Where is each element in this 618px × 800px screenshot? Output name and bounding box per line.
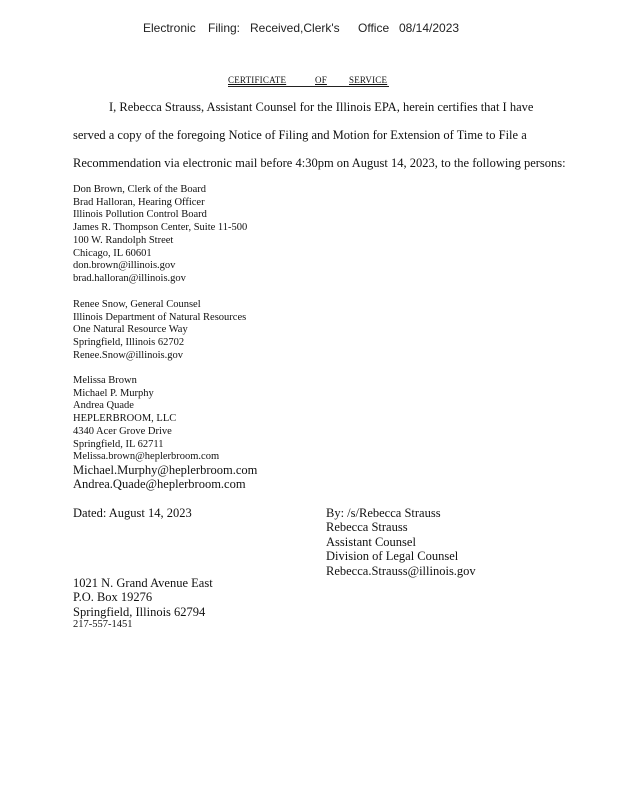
address-block <box>73 576 213 632</box>
address-po-box: P.O. Box 19276 <box>73 590 153 605</box>
filing-stamp-electronic: Electronic <box>143 21 196 35</box>
recipient-line: Renee Snow, General Counsel <box>73 299 201 310</box>
title-service: SERVICE <box>349 75 388 85</box>
recipient-line: 100 W. Randolph Street <box>73 234 174 246</box>
recipient-email: brad.halloran@illinois.gov <box>73 272 186 284</box>
recipient-line: Chicago, IL 60601 <box>73 247 152 259</box>
address-street: 1021 N. Grand Avenue East <box>73 576 213 590</box>
recipient-line: Don Brown, Clerk of the Board <box>73 184 206 195</box>
recipient-email: Melissa.brown@heplerbroom.com <box>73 451 220 463</box>
filing-stamp-date: 08/14/2023 <box>399 21 460 35</box>
recipient-block-pcb <box>73 184 247 286</box>
title-of: OF <box>315 75 327 85</box>
recipient-block-idnr <box>73 299 246 363</box>
title-underline <box>228 86 389 87</box>
recipient-email: Michael.Murphy@heplerbroom.com <box>73 463 258 477</box>
signature-block <box>326 506 476 578</box>
recipient-line: 4340 Acer Grove Drive <box>73 425 172 437</box>
recipient-line: James R. Thompson Center, Suite 11-500 <box>73 222 248 234</box>
recipient-line: Andrea Quade <box>73 400 134 412</box>
recipient-block-heplerbroom-emails <box>73 463 257 492</box>
recipient-line: Melissa Brown <box>73 375 137 386</box>
recipient-line: Springfield, IL 62711 <box>73 438 164 450</box>
recipient-line: Springfield, Illinois 62702 <box>73 337 185 349</box>
address-city: Springfield, Illinois 62794 <box>73 604 206 619</box>
recipient-line: Michael P. Murphy <box>73 387 154 399</box>
filing-stamp-received: Received,Clerk's <box>250 21 340 35</box>
filing-stamp-office: Office <box>358 21 390 35</box>
paragraph-line-3: Recommendation via electronic mail before 4:30pm on August 14, 2023, to the following persons: <box>73 156 566 170</box>
recipient-block-heplerbroom <box>73 375 219 464</box>
signature-division: Division of Legal Counsel <box>326 549 459 564</box>
recipient-email: don.brown@illinois.gov <box>73 260 176 272</box>
recipient-email: Renee.Snow@illinois.gov <box>73 349 183 361</box>
dated-line: Dated: August 14, 2023 <box>73 506 192 520</box>
paragraph-line-1: I, Rebecca Strauss, Assistant Counsel for the Illinois EPA, herein certifies that I have <box>109 100 534 114</box>
signature-name: Rebecca Strauss <box>326 520 408 535</box>
title-certificate: CERTIFICATE <box>228 75 287 85</box>
signature-by: By: /s/Rebecca Strauss <box>326 506 441 520</box>
address-phone: 217-557-1451 <box>73 619 133 631</box>
recipient-line: Illinois Pollution Control Board <box>73 209 207 221</box>
filing-stamp-filing: Filing: <box>208 21 241 35</box>
recipient-email: Andrea.Quade@heplerbroom.com <box>73 477 246 492</box>
recipient-line: One Natural Resource Way <box>73 324 188 336</box>
recipient-line: Brad Halloran, Hearing Officer <box>73 196 205 208</box>
recipient-line: HEPLERBROOM, LLC <box>73 413 177 425</box>
signature-title: Assistant Counsel <box>326 534 416 549</box>
signature-email: Rebecca.Strauss@illinois.gov <box>326 563 476 578</box>
paragraph-line-2: served a copy of the foregoing Notice of Filing and Motion for Extension of Time to File a <box>73 128 527 142</box>
recipient-line: Illinois Department of Natural Resources <box>73 311 247 323</box>
